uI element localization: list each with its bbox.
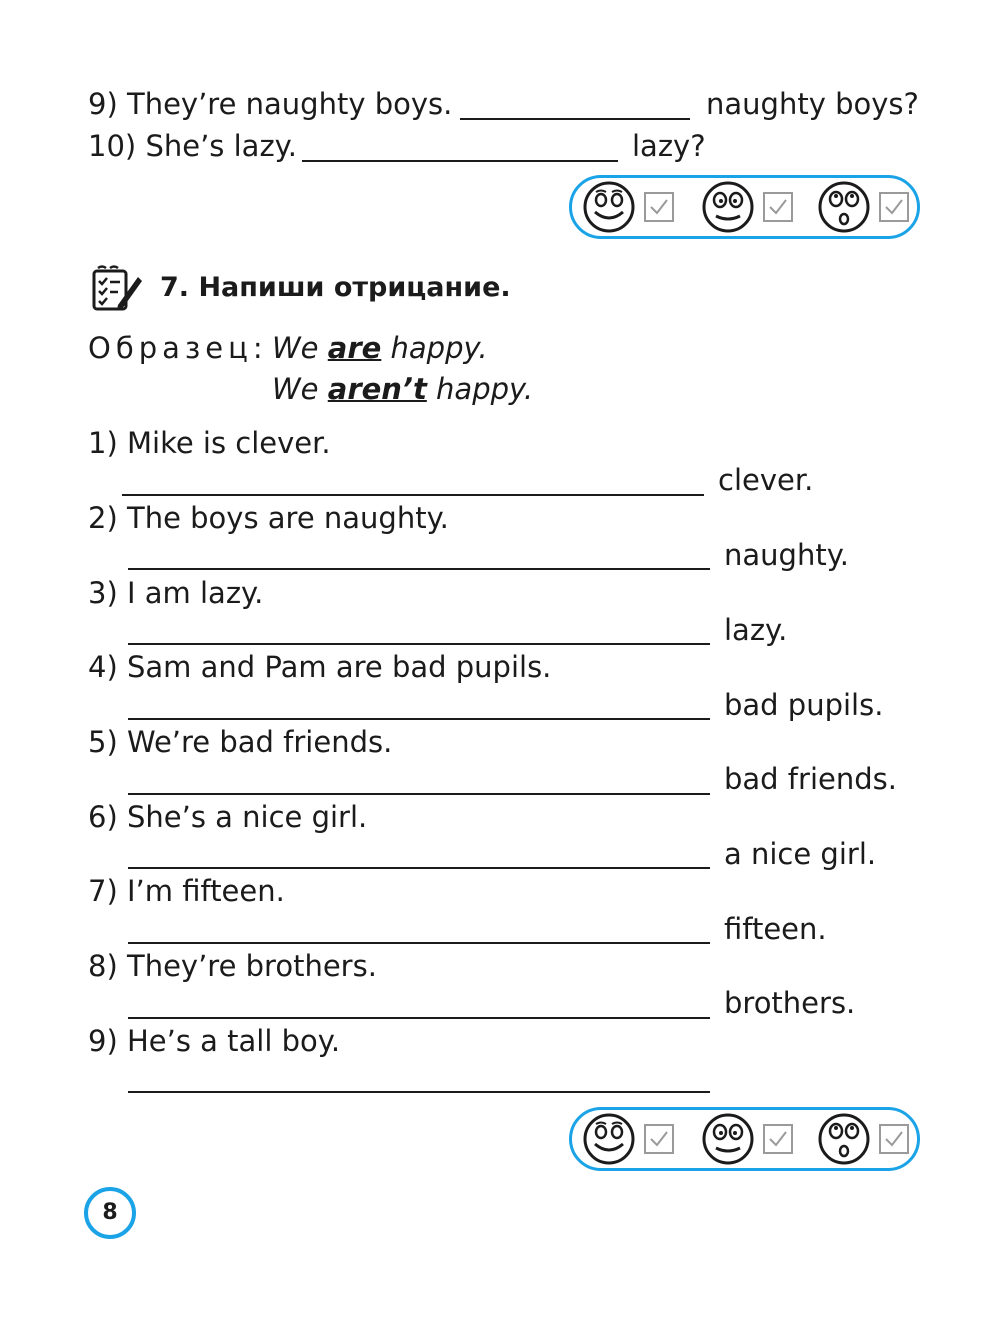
sample-line-2: We aren’t happy. [272, 372, 534, 406]
task-item-2-tail: naughty. [724, 538, 849, 572]
task-item-5: 5) We’re bad friends. [88, 725, 393, 759]
answer-blank[interactable] [128, 942, 710, 944]
prev-item-9: 9) They’re naughty boys. [88, 87, 453, 121]
happy-face-icon [582, 180, 636, 234]
prev-item-10: 10) She’s lazy. [88, 129, 297, 163]
checkbox[interactable] [644, 1124, 674, 1154]
task-item-4: 4) Sam and Pam are bad pupils. [88, 650, 552, 684]
page-number: 8 [84, 1187, 136, 1239]
worried-face-icon [817, 1112, 871, 1166]
answer-blank[interactable] [128, 793, 710, 795]
task-item-5-tail: bad friends. [724, 762, 897, 796]
checkbox[interactable] [879, 1124, 909, 1154]
task-item-7-tail: fifteen. [724, 912, 827, 946]
answer-blank[interactable] [128, 568, 710, 570]
checkbox[interactable] [763, 192, 793, 222]
answer-blank[interactable] [128, 1091, 710, 1093]
worried-face-icon [817, 180, 871, 234]
self-assessment-box [569, 1107, 920, 1171]
task-item-7: 7) I’m fifteen. [88, 874, 285, 908]
answer-blank[interactable] [460, 118, 690, 120]
checkbox[interactable] [763, 1124, 793, 1154]
answer-blank[interactable] [122, 494, 704, 496]
sample-line-1: We are happy. [272, 331, 488, 365]
task-item-3-tail: lazy. [724, 613, 788, 647]
task-item-1-tail: clever. [718, 463, 814, 497]
prev-item-9-tail: naughty boys? [706, 87, 919, 121]
task-title: 7. Напиши отрицание. [160, 272, 511, 303]
task-item-8: 8) They’re brothers. [88, 949, 377, 983]
task-item-8-tail: brothers. [724, 986, 856, 1020]
answer-blank[interactable] [128, 643, 710, 645]
task-item-3: 3) I am lazy. [88, 576, 264, 610]
happy-face-icon [582, 1112, 636, 1166]
sample-label: Образец: [88, 331, 268, 365]
answer-blank[interactable] [128, 1017, 710, 1019]
task-item-2: 2) The boys are naughty. [88, 501, 449, 535]
answer-blank[interactable] [302, 160, 618, 162]
task-item-1: 1) Mike is clever. [88, 426, 331, 460]
task-item-6: 6) She’s a nice girl. [88, 800, 368, 834]
self-assessment-box [569, 175, 920, 239]
task-item-9: 9) He’s a tall boy. [88, 1024, 341, 1058]
checkbox[interactable] [644, 192, 674, 222]
answer-blank[interactable] [128, 718, 710, 720]
answer-blank[interactable] [128, 867, 710, 869]
task-item-4-tail: bad pupils. [724, 688, 884, 722]
prev-item-10-tail: lazy? [632, 129, 706, 163]
writing-task-icon [88, 265, 144, 313]
neutral-face-icon [701, 1112, 755, 1166]
checkbox[interactable] [879, 192, 909, 222]
neutral-face-icon [701, 180, 755, 234]
task-item-6-tail: a nice girl. [724, 837, 877, 871]
